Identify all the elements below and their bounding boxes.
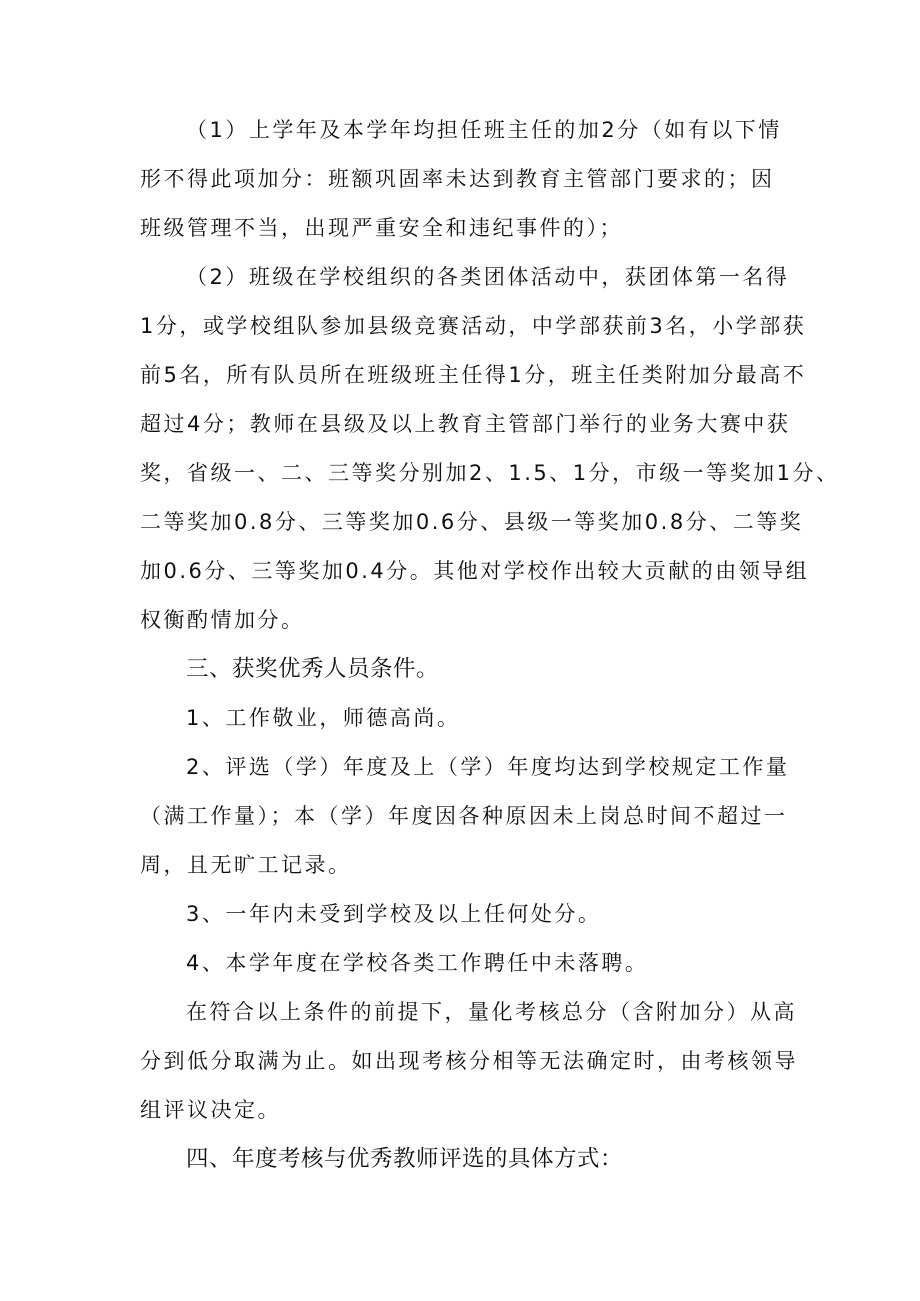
item-2-line-7: 加0.6分、三等奖加0.4分。其他对学校作出较大贡献的由领导组 [140,559,810,583]
item-1-line-1: （1）上学年及本学年均担任班主任的加2分（如有以下情 [186,118,782,142]
condition-4: 4、本学年度在学校各类工作聘任中未落聘。 [186,951,649,975]
item-1-line-3: 班级管理不当，出现严重安全和违纪事件的）； [140,216,623,240]
closing-line-2: 分到低分取满为止。如出现考核分相等无法确定时，由考核领导 [140,1049,798,1073]
item-1-line-2: 形不得此项加分：班额巩固率未达到教育主管部门要求的；因 [140,167,775,191]
item-2-line-6: 二等奖加0.8分、三等奖加0.6分、县级一等奖加0.8分、二等奖 [140,510,804,534]
closing-line-1: 在符合以上条件的前提下，量化考核总分（含附加分）从高 [186,1000,797,1024]
item-2-line-4: 超过4分；教师在县级及以上教育主管部门举行的业务大赛中获 [140,412,791,436]
item-2-line-8: 权衡酌情加分。 [140,608,305,632]
item-2-line-5: 奖，省级一、二、三等奖分别加2、1.5、1分，市级一等奖加1分、 [140,461,840,485]
condition-1: 1、工作敬业，师德高尚。 [186,706,461,730]
item-2-line-2: 1分，或学校组队参加县级竞赛活动，中学部获前3名，小学部获 [140,314,807,338]
closing-line-3: 组评议决定。 [140,1098,281,1122]
condition-3: 3、一年内未受到学校及以上任何处分。 [186,902,602,926]
condition-2-line-3: 周，且无旷工记录。 [140,853,352,877]
section-3-heading: 三、获奖优秀人员条件。 [186,656,440,682]
item-2-line-1: （2）班级在学校组织的各类团体活动中，获团体第一名得 [186,265,790,289]
item-2-line-3: 前5名，所有队员所在班级班主任得1分，班主任类附加分最高不 [140,363,807,387]
section-4-heading: 四、年度考核与优秀教师评选的具体方式： [186,1146,624,1172]
condition-2-line-1: 2、评选（学）年度及上（学）年度均达到学校规定工作量 [186,755,790,779]
condition-2-line-2: （满工作量）；本（学）年度因各种原因未上岗总时间不超过一 [140,804,788,828]
